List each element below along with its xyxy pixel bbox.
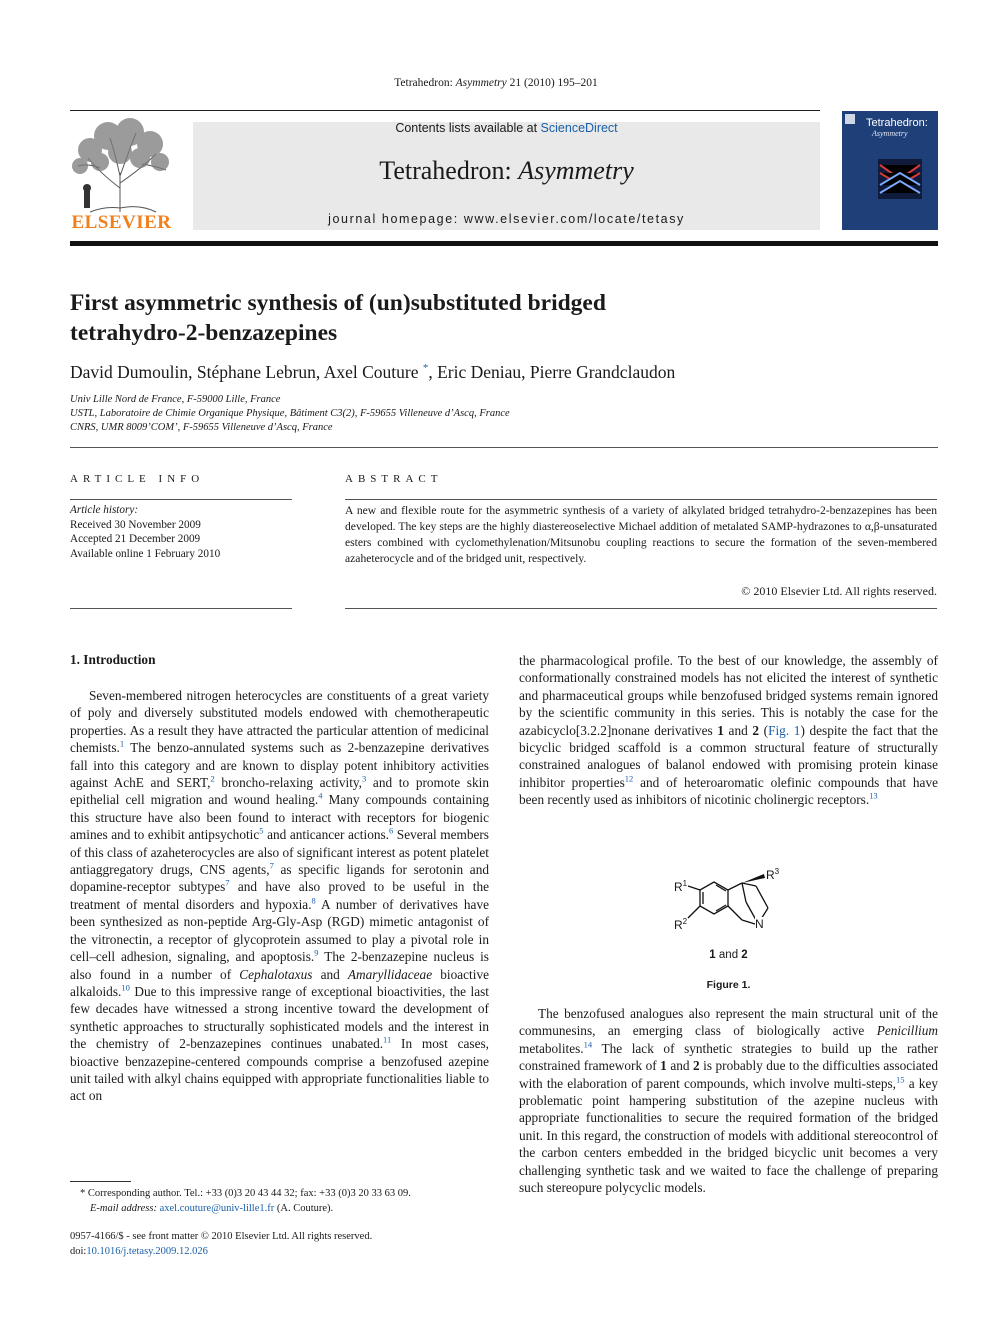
tree-icon xyxy=(70,118,173,214)
ref-link[interactable]: 3 xyxy=(362,773,367,784)
affiliation-3: CNRS, UMR 8009’COM’, F-59655 Villeneuve d’Ascq, France xyxy=(70,422,333,433)
corresponding-footnote xyxy=(70,1187,500,1216)
intro-left-column xyxy=(70,687,489,1105)
article-history xyxy=(70,503,220,561)
contents-prefix: Contents lists available at xyxy=(395,121,541,135)
corresponding-author-mark[interactable]: * xyxy=(422,362,429,375)
online-date: Available online 1 February 2010 xyxy=(70,547,221,560)
citation-prefix: Tetrahedron: xyxy=(394,77,456,89)
figure-compound-label: 1 and 2 xyxy=(709,949,748,961)
abstract-copyright: © 2010 Elsevier Ltd. All rights reserved. xyxy=(741,584,937,598)
ref-link[interactable]: 6 xyxy=(389,825,394,836)
r3-label: $R^3$ xyxy=(766,867,780,882)
abstract-rule-top xyxy=(345,499,937,500)
cover-art-icon xyxy=(878,159,922,199)
ref-link[interactable]: 13 xyxy=(869,790,878,801)
email-suffix: (A. Couture). xyxy=(274,1202,334,1214)
footnote-mark: * xyxy=(80,1188,86,1199)
accepted-date: Accepted 21 December 2009 xyxy=(70,533,201,546)
figure-caption: Figure 1. xyxy=(706,979,751,991)
received-date: Received 30 November 2009 xyxy=(70,518,201,531)
title-line-1: First asymmetric synthesis of (un)substituted bridged xyxy=(70,290,606,316)
journal-prefix: Tetrahedron: xyxy=(379,156,519,185)
cover-title: Tetrahedron: xyxy=(866,117,928,129)
abstract-heading: ABSTRACT xyxy=(345,473,443,485)
header-thick-rule xyxy=(70,241,938,246)
doi-label: doi: xyxy=(70,1245,87,1257)
cover-subtitle: Asymmetry xyxy=(872,129,908,138)
ref-link[interactable]: 11 xyxy=(383,1034,392,1045)
authors-part-a: David Dumoulin, Stéphane Lebrun, Axel Couture xyxy=(70,362,423,382)
ref-link[interactable]: 7 xyxy=(225,878,230,889)
footnote-text: Corresponding author. Tel.: +33 (0)3 20 43 44 32; fax: +33 (0)3 20 33 63 09. xyxy=(85,1188,411,1199)
journal-citation xyxy=(0,77,992,89)
ref-link[interactable]: 9 xyxy=(314,947,319,958)
issn-line: 0957-4166/$ - see front matter © 2010 Elsevier Ltd. All rights reserved. xyxy=(70,1231,373,1242)
affiliation-rule xyxy=(70,447,938,448)
journal-cover xyxy=(842,111,938,230)
affiliation-2: USTL, Laboratoire de Chimie Organique Physique, Bâtiment C3(2), F-59655 Villeneuve d’Ascq, France xyxy=(70,408,510,419)
intro-paragraph-1: Seven-membered nitrogen heterocycles are constituents of a great variety of poly and diversely substituted models endowed with chemotherapeutic properties. As a result they have attracted the particular attention of medicinal chemists.$^1$ The benzo-annulated systems such as 2-benzazepine derivatives fall into this category and are known to display potent inhibitory activities against AchE and SERT,$^2$ broncho-relaxing activity,$^3$ and to promote skin epithelial cell migration and wound healing.$^4$ Many compounds containing this structure have also been found to interact with receptors for biogenic amines and to exhibit antipsychotic$^5$ and anticancer actions.$^6$ Several members of this class of azaheterocycles are also of significant interest as potent platelet antiaggregatory drugs, CNS agents,$^7$ as specific ligands for serotonin and dopamine-receptor subtypes$^7$ and have also proved to be useful in the treatment of mental disorders and hypoxia.$^8$ A number of derivatives have been synthesized as non-peptide Arg-Gly-Asp (RGD) mimetic antagonist of the vitronectin, a receptor of glycoprotein assumed to play a pivotal role in cell–cell adhesion, signaling, and apoptosis.$^9$ The 2-benzazepine nucleus is also found in a number of Cephalotaxus and Amaryllidaceae bioactive alkaloids.$^{10}$ Due to this impressive range of exceptional bioactivities, the last few decades have witnessed a strong incentive toward the development of synthetic approaches to structurally sophisticated models and the interest in the chemistry of 2-benzazepines continues unabated.$^{11}$ In most cases, bioactive benzazepine-centered compounds comprise a benzofused azepine unit tailed with alkyl chains equipped with appropriate functionalities liable to act on xyxy=(70,688,489,1104)
abstract-text: A new and flexible route for the asymmetric synthesis of a variety of alkylated bridged tetrahydro-2-benzazepines has been developed. The key steps are the highly diastereoselective Michael addition of metalated SAMP-hydrazones to α,β-unsaturated esters combined with cyclomethylenation/Mitsunobu coupling reactions to secure the formation of the seven-membered azaheterocycle and of the bridged unit, respectively. xyxy=(345,504,937,565)
r1-label: $R^1$ xyxy=(674,879,688,894)
contents-line xyxy=(193,121,820,135)
ref-link[interactable]: 8 xyxy=(311,895,316,906)
figure-link[interactable]: Fig. 1 xyxy=(768,722,801,738)
author-list xyxy=(70,362,675,383)
ref-link[interactable]: 2 xyxy=(210,773,215,784)
citation-journal: Asymmetry xyxy=(455,77,507,89)
cover-badge xyxy=(845,114,855,124)
info-rule-top xyxy=(70,499,292,500)
authors-part-b: , Eric Deniau, Pierre Grandclaudon xyxy=(428,362,676,382)
front-matter xyxy=(70,1230,500,1259)
intro-right-column-bottom xyxy=(519,1005,938,1196)
ref-link[interactable]: 14 xyxy=(583,1039,593,1050)
article-info-heading: ARTICLE INFO xyxy=(70,473,205,485)
intro-paragraph-3: The benzofused analogues also represent the main structural unit of the communesins, an emerging class of biologically active Penicillium metabolites.$^{14}$ The lack of synthetic strategies to build up the rather constrained framework of 1 and 2 is probably due to the difficulties associated with the elaboration of parent compounds, which involve multi-steps,$^{15}$ a key problematic point hampering substitution of the azepine nucleus with appropriate functionalities to secure the required formation of the bridged unit. In this regard, the construction of models with additional stereocontrol of the carbon centers embedded in the bridged bicyclic unit becomes a very challenging synthetic task and we waited to face the challenge of preparing such stereopure polycyclic models. xyxy=(519,1006,939,1196)
abstract-rule-bottom xyxy=(345,608,937,609)
nitrogen-label: N xyxy=(755,917,764,931)
header-rule xyxy=(70,110,820,111)
ref-link[interactable]: 4 xyxy=(318,791,323,802)
footnote-rule xyxy=(70,1181,131,1182)
history-label: Article history: xyxy=(70,504,139,516)
ref-link[interactable]: 10 xyxy=(121,982,130,993)
intro-right-column-top xyxy=(519,652,938,809)
stereo-wedge-icon xyxy=(742,874,765,883)
doi-link[interactable]: 10.1016/j.tetasy.2009.12.026 xyxy=(86,1245,208,1257)
affiliation-1: Univ Lille Nord de France, F-59000 Lille, France xyxy=(70,394,281,405)
publisher-name: ELSEVIER xyxy=(71,212,172,233)
ref-link[interactable]: 15 xyxy=(896,1074,905,1085)
introduction-heading: 1. Introduction xyxy=(70,652,156,667)
ref-link[interactable]: 1 xyxy=(119,738,125,749)
ref-link[interactable]: 7 xyxy=(269,860,274,871)
journal-homepage[interactable]: journal homepage: www.elsevier.com/locate/tetasy xyxy=(328,212,685,226)
info-rule-bottom xyxy=(70,608,292,609)
journal-italic: Asymmetry xyxy=(518,156,634,185)
figure-1-structure xyxy=(660,862,800,942)
sciencedirect-link[interactable]: ScienceDirect xyxy=(540,121,618,135)
journal-title xyxy=(193,156,820,186)
citation-suffix: 21 (2010) 195–201 xyxy=(506,77,598,89)
article-title xyxy=(70,288,770,348)
r2-label: $R^2$ xyxy=(674,917,688,932)
email-link[interactable]: axel.couture@univ-lille1.fr xyxy=(159,1202,275,1214)
ref-link[interactable]: 5 xyxy=(259,825,264,836)
ref-link[interactable]: 12 xyxy=(624,773,634,784)
email-label: E-mail address: xyxy=(90,1202,157,1214)
intro-paragraph-2: the pharmacological profile. To the best of our knowledge, the assembly of conformationally constrained models has not elicited the interest of synthetic and pharmaceutical groups while benzofused bridged systems remain ignored by the scientific community in this series. This is notably the case for the azabicyclo[3.2.2]nonane derivatives 1 and 2 (Fig. 1) despite the fact that the bicyclic bridged scaffold is a common structural feature of structurally constrained analogues of balanol endowed with promising protein kinase inhibitor properties$^{12}$ and of heteroaromatic olefinic compounds that have been recently used as inhibitors of nicotinic cholinergic receptors.$^{13}$ xyxy=(519,653,938,808)
title-line-2: tetrahydro-2-benzazepines xyxy=(70,320,338,346)
